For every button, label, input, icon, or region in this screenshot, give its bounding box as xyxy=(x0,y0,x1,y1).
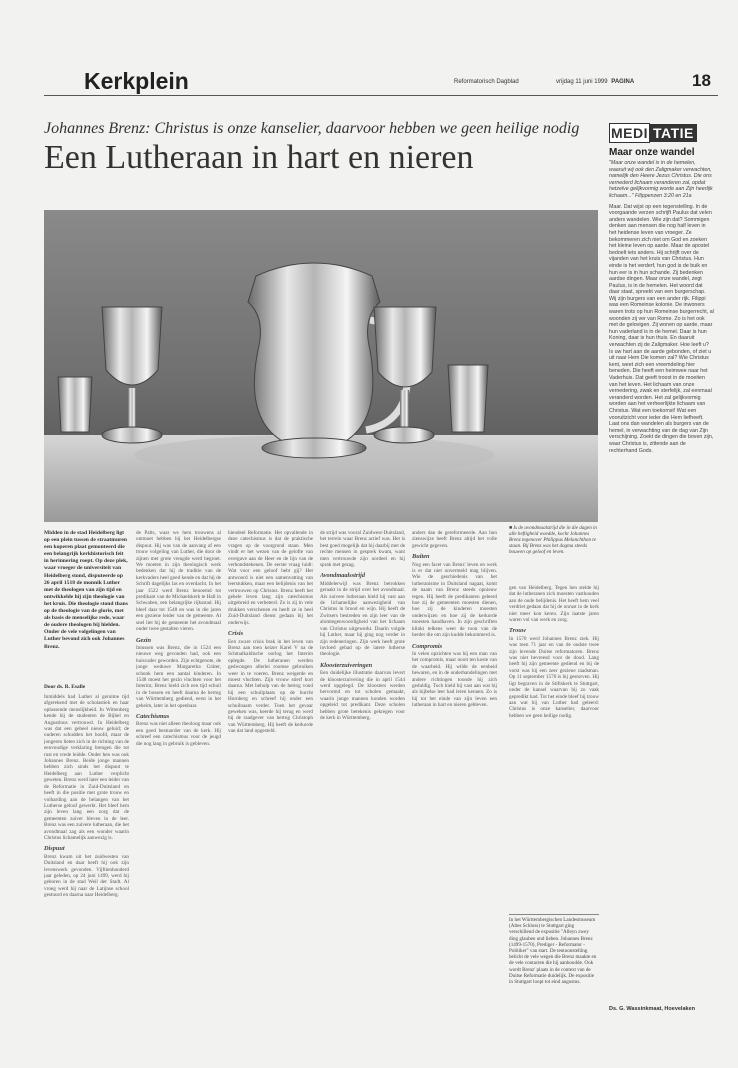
column-4-text-b: Middelerwijl was Brenz betrokken geraakt in de strijd over het avondmaal. Als zuivere lutheraan hield hij vast aan de lichamelijke aanwezigheid van Christus in brood en wijn. Hij heeft de Zwitsers bestreden en zijn leer van de alomtegenwoordigheid van het lichaam van Christus uitgewerkt. Daarin volgde hij Luther, maar hij ging nog verder in zijn redeneringen. Zijn werk heeft grote invloed gehad op de latere lutherse theologie. xyxy=(320,580,405,658)
column-1 xyxy=(44,694,129,1024)
subhead-crisis: Crisis xyxy=(228,630,244,638)
meditatie-logo-part-a: MEDI xyxy=(611,125,648,141)
column-4 xyxy=(320,530,405,1030)
meditatie-logo-part-b: TATIE xyxy=(650,124,697,142)
meditatie-quote: "Maar onze wandel is in de hemelen, waaruit wij ook den Zaligmaker verwachten, namelijk den Heere Jezus Christus. Die ons vernederd lichaam veranderen zal, opdat hetzelve gelijkvormig worde aan Zijn heerlijk lichaam..." Filippenzen 3:20 en 21a xyxy=(609,160,713,199)
caption-text: Is de avondmaalstrijd die in die dagen in alle heftigheid woedde, kocht Johannes Brenz tegenover Philippus Melanchthon te staan. Bij Brenz was het dogma steeds bouwen op geloof en leven. xyxy=(509,525,597,556)
subhead-compromis: Compromis xyxy=(412,642,443,650)
column-2 xyxy=(136,530,221,1030)
article-subhead: Johannes Brenz: Christus is onze kanselier, daarvoor hebben we geen heilige nodig xyxy=(44,120,580,137)
header-rule xyxy=(44,95,718,96)
article-intro: Midden in de stad Heidelberg ligt op een plein tussen de straatmuren een koperen plaat gemonteerd die een belangrijk kerkhistorisch feit in herinnering roept. Op deze plek, waar vroeger de universiteit van Heidelberg stond, disputeerde op 26 april 1518 de monnik Luther met de theologen van zijn tijd en ontwikkelde hij zijn theologie van het kruis. Die theologie stond thans op de theologie van de glorie, met als basis de menselijke rede, waar de oudere theologen bij hielden. Onder de vele volgelingen van Luther bevond zich ook Johannes Brenz. xyxy=(44,530,128,650)
column-3 xyxy=(228,530,313,1030)
date-text: vrijdag 11 juni 1999 xyxy=(556,79,608,85)
subhead-kloosterzuiveringen: Kloosterzuiveringen xyxy=(320,661,373,669)
photo-image xyxy=(44,210,598,522)
meditatie-title: Maar onze wandel xyxy=(609,147,695,158)
column-1-text: Inmiddels had Luther al geruime tijd afgerekend met de scholastiek en haar oplossende menslijkheid. In Wittenberg kende hij de studenten de Bijbel en Augustinus vertrouwd. In Heidelberg was dat een geheel nieuw geluid; de ouderen schudden het hoofd, maar de jongeren lieten zich in de richting van de eenvoudige verklaring brengen die tot rust en vrede leidde. Onder hen was ook Johannes Brenz. Beide jonge mannen hebben zich sinds het dispuut te Heidelberg aan Luther verplicht geweten. Brenz werd later een leider van de Reformatie in Zuid-Duitsland en heeft in die positie met grote trouw en volharding aan de belangen van het Lutherse geloof gewerkt. Het bleef hem zijn leven lang een zorg dat de gemeenten zuiver bleven in de leer. Brenz was een zuivere lutheraan, die het avondmaal zag als een wonder waarin Christus lichamelijk aanwezig is. xyxy=(44,694,129,841)
column-2-text: de Palts, waar we hem trouwens al ontmoet hebben bij het Heidelbergse dispuut. Hij was van de aanvang af een trouw volgeling van Luther, die door de zijnen met grote vreugde werd begroet. We moeten in zijn theologisch werk bedenken dat hij de traditie van de kerkvaders heel goed kende en dat hij de Schrift dagelijks las en overdacht. In het jaar 1522 werd Brenz benoemd tot predikant van de Michaelskerk te Hall in Schwaben, een belangrijke rijksstad. Hij bleef daar tot 1548 en was in die jaren een geziene leider van de gemeente. Al snel liet hij de gemeente het avondmaal onder twee gestalten vieren. xyxy=(136,530,221,633)
column-4-text: de strijd was vooral Zuidwest-Duitsland, het terrein waar Brenz actief was. Het is best goed mogelijk dat hij daarbij met de rechte mensen in gesprek kwam, want men vertrouwde zijn oordeel en hij sprak met gezag. xyxy=(320,530,405,569)
column-6 xyxy=(509,585,599,907)
meditatie-body xyxy=(609,160,714,1000)
subhead-catechismus: Catechismus xyxy=(136,712,170,720)
meditatie-logo xyxy=(609,123,713,141)
column-3-text: hiendeel Reformatie. Het opvallende in deze catechismus is dat de praktische vragen op de voorgrond staan. Men vindt er het wezen van de gelofte van overgave aan de Heer en de lijn van de verbondstekenen. De eerste vraag luidt: Wat voor een geloof hebt gij? Het antwoord is niet een samenvatting van leerstukken, maar een belijdenis van het vertrouwen op Christus. Brenz heeft het gehele leven lang zijn catechismus uitgebreid en verbeterd. Zo is zij in vele drukken verschenen en heeft ze in heel Zuid-Duitsland dienst gedaan bij het onderwijs. xyxy=(228,530,313,626)
column-2-text-b: Intussen was Brenz, die in 1524 een nieuwe weg gevonden had, ook een huisvader geworden. Zijn echtgenote, de jonge weduwe Margaretha Gräter, schonk hem een aantal kinderen. In 1548 moest het gezin vluchten voor het Interim; Brenz hield zich een tijd schuil in de bossen en heeft daarna de hertog van Württemberg gediend, eerst in het geheim, later in het openbaar. xyxy=(136,644,221,709)
page-label: PAGINA xyxy=(611,79,635,85)
meditatie-text: Maar. Dat wijst op een tegenstelling. In de voorgaande verzen schrijft Paulus dat velen anders wandelen. Wie zijn dat? Sommigen denken aan mensen die nog half leven in het heidense leven van vroeger. Ze bekommeren zich niet om God en zoeken het kleine leven op aarde. Maar de apostel bedoelt iets anders. Hij schrijft over de vijanden van het kruis van Christus. Hun einde is het verderf, hun god is de buik en hun eer is in hun schande. Zij bedenken aardse dingen. Maar onze wandel, zegt Paulus, is in de hemelen. Het woord dat daar staat, spreekt van een burgerschap. Wij zijn burgers van een ander rijk. Filippi was een Romeinse kolonie. De inwoners waren trots op hun Romeinse burgerrecht, al woonden zij ver van Rome. Zo is het ook met de gelovigen. Zij wonen op aarde, maar hun vaderland is in de hemel. Daar is hun Koning, daar is hun thuis. En daaruit verwachten zij de Zaligmaker. Hoe leeft u? Is uw hart aan de aarde gebonden, of ziet u uit naar Hem Die komen zal? Wie Christus kent, weet zich een vreemdeling hier beneden. Die heeft een heimwee naar het Vaderhuis. Dat geeft troost in de moeiten van het leven. Het lichaam van onze vernedering, zwak en sterfelijk, zal eenmaal veranderd worden. Het zal gelijkvormig worden aan het verheerlijkte lichaam van Christus. Wat een toekomst! Wat een vooruitzicht voor ieder die Hem liefheeft. Laat ons dan wandelen als burgers van de hemel, in verwachting van de dag van Zijn verschijning. Zoekt de dingen die boven zijn, waar Christus is, zittende aan de rechterhand Gods. xyxy=(609,203,714,454)
subhead-buiten: Buiten xyxy=(412,553,430,561)
caption-bullet-icon: ■ xyxy=(509,525,514,531)
column-3-text-b: Een zware crisis brak in het leven van Brenz aan toen keizer Karel V na de Schmalkaldische oorlog het Interim oplegde. De lutheranen werden gedwongen allerlei roomse gebruiken weer in te voeren. Brenz weigerde en moest vluchten. Zijn vrouw stierf kort daarna. Met behulp van de hertog vond hij een schuilplaats op de burcht Hornberg en schreef hij onder een schuilnaam verder. Toen het gevaar geweken was, keerde hij terug en werd hij de raadgever van hertog Christoph van Württemberg. Hij heeft de kerkorde van dat land opgesteld. xyxy=(228,638,313,735)
byline: Door ds. R. Esalle xyxy=(44,684,86,690)
column-4-text-c: Een duidelijke illustratie daarvan levert de kloosterzuivering die in april 1544 werd opgelegd. De kloosters werden hervormd en tot scholen gemaakt, waarin jonge mannen konden worden opgeleid tot predikant. Deze scholen hebben grote betekenis gekregen voor de kerk in Württemberg. xyxy=(320,670,405,721)
column-5-text-b: Nog een facet van Brenz' leven en werk is er dat niet onvermeld mag blijven. Wie de geschiedenis van het lutheranisme in Duitsland nagaat, komt de naam van Brenz steeds opnieuw tegen. Hij heeft de predikanten geleerd hoe zij de gemeenten moesten dienen, hoe zij de kinderen moesten onderwijzen en hoe zij de kerkorde moesten handhaven. In zijn geschriften klinkt telkens weer de toon van de herder die om zijn kudde bekommerd is. xyxy=(412,561,497,639)
paper-name: Reformatorisch Dagblad xyxy=(454,79,519,85)
column-6-text-b: In 1570 werd Johannes Brenz ziek. Hij was toen 71 jaar en van de oudste twee zijn levende Duitse reformatoren. Brenz was niet bevreesd voor de dood. Lang heeft hij zijn gemeente gediend en bij de vorst was hij een zeer geziene raadsman. Op 11 september 1570 is hij gestorven. Hij ligt begraven in de Stiftskerk te Stuttgart, onder de kansel waarvan hij zo vaak gepredikt had. Tot het einde bleef hij trouw aan wat hij van Luther had geleerd: Christus is onze kanselier, daarvoor hebben we geen heilige nodig. xyxy=(509,635,599,719)
meditatie-signature: Ds. G. Wassinkmaat, Hoevelaken xyxy=(609,1006,695,1012)
column-5-text-c: In velen opzichten was hij een man van het compromis, maar nooit ten koste van de waarheid. Hij wilde de eenheid bewaren, en in de onderhandelingen met andere richtingen toonde hij zich geduldig. Toch hield hij vast aan wat hij als bijbelse leer had leren kennen. Zo is hij tot het einde van zijn leven een lutheraan in hart en nieren gebleven. xyxy=(412,650,497,709)
column-2-text-c: Brenz was niet alleen theoloog maar ook een goed bestuurder van de kerk. Hij schreef een catechismus voor de jeugd die nog lang in gebruik is gebleven. xyxy=(136,721,221,747)
issue-date xyxy=(556,79,634,85)
subhead-trouw: Trouw xyxy=(509,627,526,635)
column-1-text-b: Brenz kwam uit het zuidwesten van Duitsland en daar heeft hij ook zijn levenswerk gevonden. Vijftienhonderd jaar geleden, op 24 juni 1499, werd hij geboren in de stad Weil der Stadt. Al vroeg werd hij naar de Latijnse school gestuurd en daarna naar Heidelberg. xyxy=(44,853,129,899)
photo-caption xyxy=(509,525,599,555)
page-number: 18 xyxy=(692,71,711,90)
column-5 xyxy=(412,530,497,1030)
subhead-dispuut: Dispuut xyxy=(44,845,65,853)
column-5-text: anders dan de gereformeerde. Aan hun zienswijze heeft Brenz altijd het volle gewicht gegeven. xyxy=(412,530,497,549)
exhibition-box: In het Württembergischen Landesmuseum (Altes Schloss) te Stuttgart ging verschillend de expositie "Alleyn zwey ding glauben und lieben. Johannes Brenz (1499-1570), Prediger - Reformator - Politiker" van start. De tentoonstelling belicht de vele wegen die Brenz maakte en de vele contacten die hij aanhoudde. Ook wordt Brenz' plaats in de context van de Duitse Reformatie duidelijk. De expositie in Stuttgart loopt tot eind augustus. xyxy=(509,914,599,1013)
section-title: Kerkplein xyxy=(84,68,189,94)
subhead-avondmaalsstrijd: Avondmaalsstrijd xyxy=(320,572,366,580)
article-headline: Een Lutheraan in hart en nieren xyxy=(44,139,474,176)
photo-silver-cups xyxy=(44,210,598,522)
subhead-gezin: Gezin xyxy=(136,636,152,644)
column-6-text: gen van Heidelberg. Tegen hen stelde hij dat de lutheranen zich moesten vasthouden aan de oude belijdenis. Het heeft hem veel verdriet gedaan dat hij de onrust in de kerk niet meer kon keren. Zijn laatste jaren waren vol van werk en zorg. xyxy=(509,585,599,624)
